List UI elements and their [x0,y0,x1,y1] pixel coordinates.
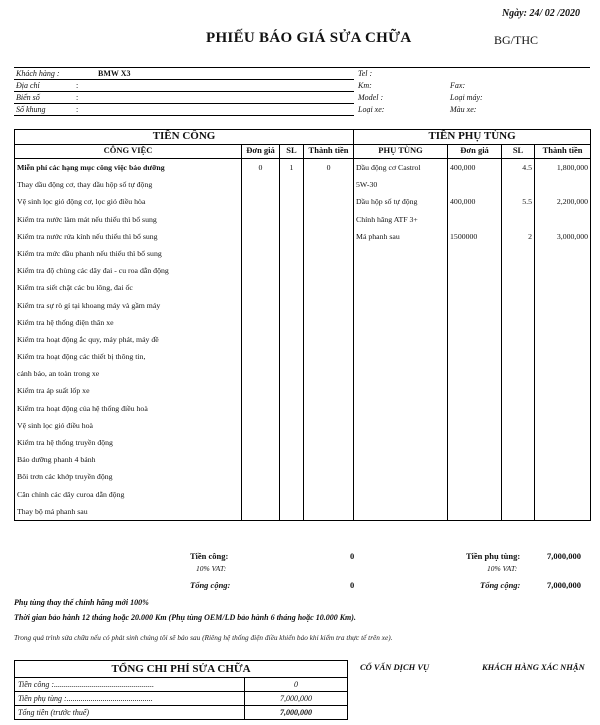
km-label: Km: [358,81,372,90]
labor-amount-cell: 0 [304,159,354,177]
part-qty-cell [502,245,535,262]
summary-pretax-label: Tổng tiền (trước thuế) [15,706,245,720]
part-name-cell [354,400,448,417]
part-qty-cell [502,486,535,503]
part-name-cell: Má phanh sau [354,228,448,245]
parts-section-header: TIỀN PHỤ TÙNG [354,130,591,145]
part-price-cell [448,297,502,314]
table-row [15,434,591,451]
labor-amount-cell [304,417,354,434]
labor-amount-cell [304,503,354,521]
labor-price-cell [242,382,280,399]
address-colon: : [76,81,79,90]
labor-amount-cell [304,193,354,210]
part-qty-cell [502,331,535,348]
note-additional: Trong quá trình sửa chữa nếu có phát sinh chúng tôi sẽ báo sau (Riêng hệ thống điện điều khiển báo khi kiểm tra thực tế trên xe). [14,633,393,642]
part-name-cell: 5W-30 [354,176,448,193]
labor-qty-cell [280,486,304,503]
labor-qty-cell [280,193,304,210]
labor-work-cell: Bôi trơn các khớp truyền động [15,468,242,485]
info-row-plate [14,92,590,104]
labor-qty-cell [280,176,304,193]
part-amount-cell [535,382,591,399]
part-name-cell [354,451,448,468]
table-row [15,314,591,331]
labor-qty-cell [280,245,304,262]
part-price-cell [448,279,502,296]
part-amount-cell [535,451,591,468]
labor-price-cell [242,228,280,245]
labor-amount-cell [304,297,354,314]
table-row [15,211,591,228]
part-amount-cell [535,211,591,228]
labor-work-cell: cảnh báo, an toàn trong xe [15,365,242,382]
summary-parts-label: Tiền phụ tùng :........................................... [15,692,245,706]
part-amount-cell [535,348,591,365]
part-qty-cell: 5.5 [502,193,535,210]
part-amount-cell [535,417,591,434]
labor-work-cell: Kiểm tra hệ thống điện thân xe [15,314,242,331]
labor-qty-cell [280,382,304,399]
address-label: Địa chỉ [16,81,40,90]
part-qty-cell [502,417,535,434]
quote-table [14,129,591,521]
part-qty-cell [502,434,535,451]
table-row [15,503,591,521]
labor-work-cell: Kiểm tra hoạt động các thiết bị thông tin, [15,348,242,365]
labor-price-cell [242,279,280,296]
part-qty-cell [502,279,535,296]
table-row [15,262,591,279]
part-amount-cell [535,314,591,331]
part-name-cell [354,297,448,314]
labor-amount-cell [304,365,354,382]
part-amount-cell [535,434,591,451]
labor-price-cell [242,451,280,468]
part-qty-cell [502,382,535,399]
labor-qty-cell [280,211,304,228]
part-amount-cell [535,365,591,382]
table-row [15,193,591,210]
part-amount-cell [535,331,591,348]
part-price-cell [448,314,502,331]
part-price-cell: 400,000 [448,193,502,210]
labor-amount-cell [304,486,354,503]
part-qty-cell [502,348,535,365]
part-qty-cell [502,211,535,228]
part-name-cell: Dầu hộp số tự động [354,193,448,210]
labor-work-cell: Kiểm tra hoạt động ắc quy, máy phát, máy đề [15,331,242,348]
labor-amount-cell [304,382,354,399]
labor-work-cell: Căn chỉnh các dây curoa dẫn động [15,486,242,503]
labor-price-cell [242,400,280,417]
part-name-cell [354,365,448,382]
parts-label: Tiền phụ tùng: [466,551,521,561]
customer-value: BMW X3 [98,69,131,78]
part-price-cell: 1500000 [448,228,502,245]
part-amount-cell [535,176,591,193]
labor-amount-cell [304,262,354,279]
labor-work-cell: Thay bộ má phanh sau [15,503,242,521]
summary-table [14,660,348,720]
part-price-cell [448,262,502,279]
part-name-cell [354,245,448,262]
col-part: PHỤ TÙNG [354,145,448,159]
part-name-cell [354,417,448,434]
advisor-signature-label: CỐ VẤN DỊCH VỤ [360,662,430,672]
customer-signature-label: KHÁCH HÀNG XÁC NHẬN [482,662,585,672]
labor-section-header: TIỀN CÔNG [15,130,354,145]
labor-amount-cell [304,279,354,296]
customer-info [14,67,590,116]
table-row [15,451,591,468]
note-warranty: Thời gian bảo hành 12 tháng hoặc 20.000 Km (Phụ tùng OEM/LD bảo hành 6 tháng hoặc 10.000 Km). [14,613,356,622]
labor-qty-cell [280,434,304,451]
labor-work-cell: Kiểm tra sự rò gỉ tại khoang máy và gầm máy [15,297,242,314]
part-amount-cell [535,279,591,296]
labor-work-cell: Kiểm tra siết chặt các bu lông, đai ốc [15,279,242,296]
labor-work-cell: Bảo dưỡng phanh 4 bánh [15,451,242,468]
labor-price-cell [242,434,280,451]
color-label: Màu xe: [450,105,477,114]
part-name-cell [354,314,448,331]
labor-price-cell [242,262,280,279]
part-name-cell [354,468,448,485]
parts-value: 7,000,000 [547,551,581,561]
labor-price-cell [242,193,280,210]
labor-qty-cell [280,279,304,296]
parts-total-label: Tổng cộng: [480,580,521,590]
customer-label: Khách hàng : [16,69,60,78]
table-row [15,400,591,417]
part-amount-cell: 2,200,000 [535,193,591,210]
labor-amount-cell [304,331,354,348]
labor-amount-cell [304,228,354,245]
table-row [15,348,591,365]
col-part-amount: Thành tiền [535,145,591,159]
part-price-cell [448,434,502,451]
col-amount: Thành tiền [304,145,354,159]
model-label: Model : [358,93,384,102]
labor-work-cell: Kiểm tra độ chùng các dây đai - cu roa dẫn động [15,262,242,279]
part-price-cell [448,331,502,348]
part-price-cell: 400,000 [448,159,502,177]
table-row [15,486,591,503]
part-name-cell [354,486,448,503]
part-price-cell [448,417,502,434]
parts-total-value: 7,000,000 [547,580,581,590]
labor-amount-cell [304,468,354,485]
part-price-cell [448,503,502,521]
table-row [15,159,591,177]
info-row-frame [14,104,590,116]
frame-label: Số khung [16,105,46,114]
part-name-cell [354,279,448,296]
part-price-cell [448,348,502,365]
part-price-cell [448,211,502,228]
note-genuine-parts: Phụ tùng thay thế chính hãng mới 100% [14,598,149,607]
part-qty-cell [502,297,535,314]
labor-qty-cell [280,365,304,382]
labor-amount-cell [304,176,354,193]
table-row [15,245,591,262]
tel-label: Tel : [358,69,373,78]
summary-labor-label: Tiền công :.................................................. [15,678,245,692]
labor-work-cell: Vệ sinh lọc gió động cơ, lọc gió điều hòa [15,193,242,210]
part-amount-cell [535,400,591,417]
labor-price-cell [242,211,280,228]
page-title: PHIẾU BÁO GIÁ SỬA CHỮA [206,30,412,46]
part-amount-cell [535,262,591,279]
table-row [15,417,591,434]
quote-code: BG/THC [494,33,539,47]
plate-label: Biển số [16,93,40,102]
labor-price-cell [242,297,280,314]
part-amount-cell: 1,800,000 [535,159,591,177]
labor-work-cell: Thay dầu động cơ, thay dầu hộp số tự động [15,176,242,193]
part-price-cell [448,382,502,399]
part-qty-cell [502,468,535,485]
labor-qty-cell [280,262,304,279]
part-name-cell [354,434,448,451]
labor-work-cell: Kiểm tra hệ thống truyền động [15,434,242,451]
quote-date: Ngày: 24/ 02 /2020 [501,8,580,19]
summary-labor-value: 0 [245,678,348,692]
labor-qty-cell [280,400,304,417]
labor-qty-cell [280,417,304,434]
labor-price-cell [242,176,280,193]
table-row [15,176,591,193]
part-price-cell [448,486,502,503]
col-unit-price: Đơn giá [242,145,280,159]
part-price-cell [448,365,502,382]
summary-title: TỔNG CHI PHÍ SỬA CHỮA [15,661,348,678]
col-part-unit-price: Đơn giá [448,145,502,159]
labor-work-cell: Vệ sinh lọc gió điều hoà [15,417,242,434]
labor-qty-cell [280,348,304,365]
col-part-qty: SL [502,145,535,159]
part-price-cell [448,400,502,417]
fax-label: Fax: [450,81,466,90]
labor-work-cell: Kiểm tra áp suất lốp xe [15,382,242,399]
col-qty: SL [280,145,304,159]
labor-price-cell [242,503,280,521]
table-row [15,228,591,245]
table-row [15,297,591,314]
labor-total-label: Tổng cộng: [190,580,231,590]
part-name-cell [354,262,448,279]
part-qty-cell: 2 [502,228,535,245]
parts-vat-label: 10% VAT: [487,564,518,573]
labor-price-cell [242,331,280,348]
labor-amount-cell [304,314,354,331]
labor-work-cell: Miễn phí các hạng mục công việc bảo dưỡng [15,159,242,177]
labor-value: 0 [350,551,355,561]
part-price-cell [448,451,502,468]
part-price-cell [448,176,502,193]
part-qty-cell [502,314,535,331]
table-row [15,331,591,348]
part-qty-cell [502,365,535,382]
table-row [15,468,591,485]
part-price-cell [448,245,502,262]
summary-pretax-value: 7,000,000 [245,706,348,720]
part-name-cell [354,331,448,348]
part-name-cell: Dầu động cơ Castrol [354,159,448,177]
labor-amount-cell [304,400,354,417]
summary-parts-value: 7,000,000 [245,692,348,706]
labor-price-cell [242,245,280,262]
part-amount-cell [535,486,591,503]
labor-price-cell: 0 [242,159,280,177]
part-name-cell: Chính hãng ATF 3+ [354,211,448,228]
part-amount-cell: 3,000,000 [535,228,591,245]
table-row [15,365,591,382]
car-type-label: Loại xe: [358,105,385,114]
labor-vat-label: 10% VAT: [196,564,227,573]
labor-amount-cell [304,348,354,365]
labor-price-cell [242,348,280,365]
table-row [15,382,591,399]
info-row-address [14,80,590,92]
part-qty-cell [502,176,535,193]
part-qty-cell [502,451,535,468]
labor-price-cell [242,468,280,485]
part-qty-cell [502,400,535,417]
vehicle-type-label: Loại máy: [450,93,483,102]
part-amount-cell [535,245,591,262]
labor-qty-cell [280,228,304,245]
frame-colon: : [76,105,79,114]
labor-qty-cell [280,297,304,314]
part-name-cell [354,503,448,521]
col-work: CÔNG VIỆC [15,145,242,159]
part-qty-cell: 4.5 [502,159,535,177]
labor-price-cell [242,314,280,331]
labor-qty-cell [280,503,304,521]
labor-price-cell [242,365,280,382]
part-amount-cell [535,503,591,521]
labor-work-cell: Kiểm tra nước rửa kính nếu thiếu thì bổ sung [15,228,242,245]
labor-qty-cell: 1 [280,159,304,177]
info-row-customer [14,68,590,80]
part-name-cell [354,382,448,399]
labor-amount-cell [304,211,354,228]
part-price-cell [448,468,502,485]
labor-work-cell: Kiểm tra nước làm mát nếu thiếu thì bổ sung [15,211,242,228]
labor-work-cell: Kiểm tra hoạt động của hệ thống điều hoà [15,400,242,417]
table-row [15,279,591,296]
plate-colon: : [76,93,79,102]
part-amount-cell [535,468,591,485]
labor-total-value: 0 [350,580,355,590]
labor-qty-cell [280,331,304,348]
part-name-cell [354,348,448,365]
labor-work-cell: Kiểm tra mức dầu phanh nếu thiếu thì bổ sung [15,245,242,262]
labor-qty-cell [280,468,304,485]
labor-price-cell [242,486,280,503]
labor-amount-cell [304,434,354,451]
labor-amount-cell [304,245,354,262]
part-amount-cell [535,297,591,314]
labor-label: Tiền công: [190,551,229,561]
labor-qty-cell [280,314,304,331]
part-qty-cell [502,503,535,521]
part-qty-cell [502,262,535,279]
labor-qty-cell [280,451,304,468]
labor-price-cell [242,417,280,434]
labor-amount-cell [304,451,354,468]
